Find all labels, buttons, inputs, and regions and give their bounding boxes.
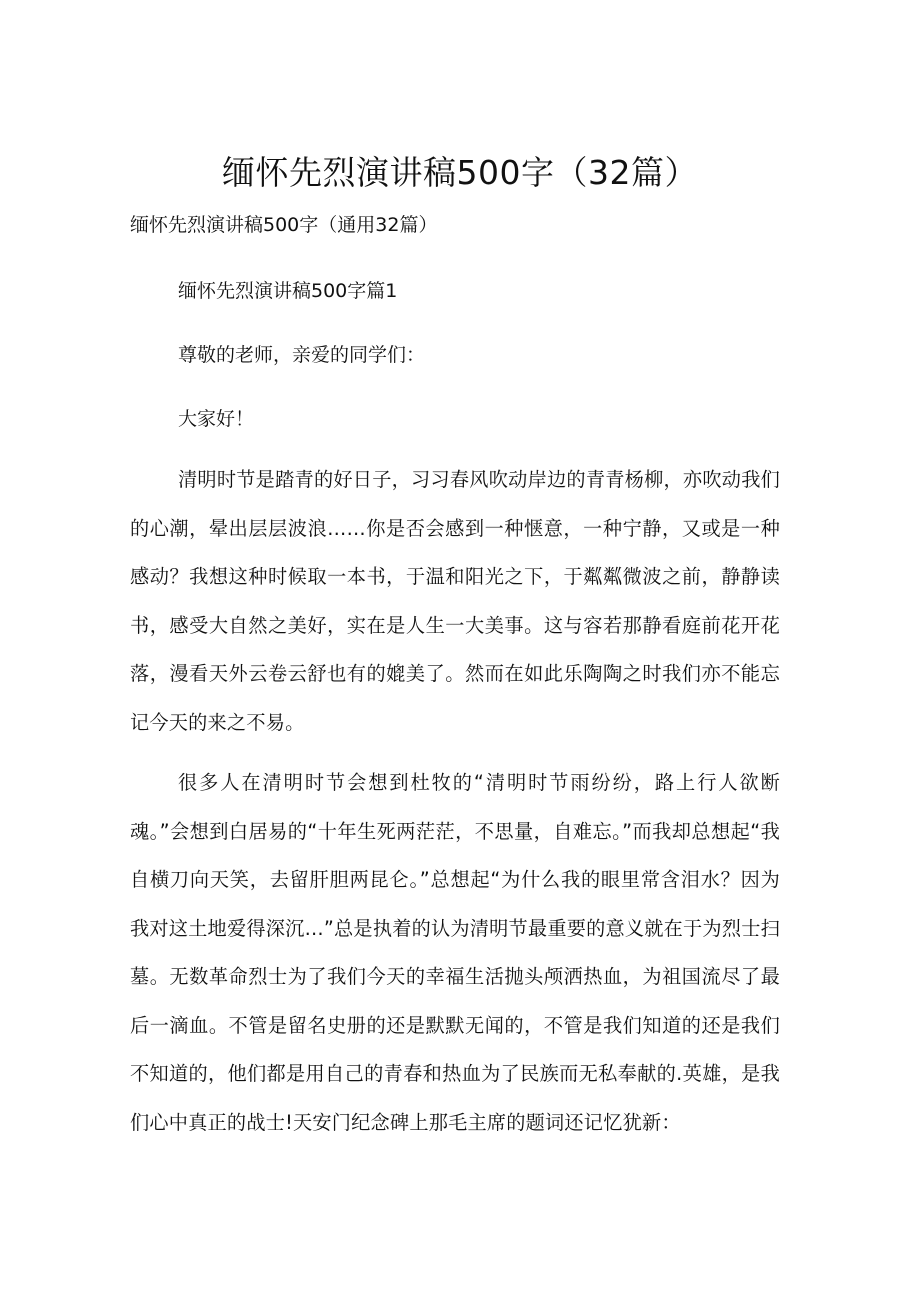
greeting-line: 大家好！ — [178, 408, 255, 430]
document-subtitle: 缅怀先烈演讲稿500字（通用32篇） — [130, 214, 438, 236]
salutation-line: 尊敬的老师，亲爱的同学们： — [178, 344, 426, 366]
body-paragraph-2: 很多人在清明时节会想到杜牧的“清明时节雨纷纷，路上行人欲断魂。”会想到白居易的“十年生死两茫茫，不思量，自难忘。”而我却总想起“我自横刀向天笑，去留肝胆两昆仑。”总想起“为什么我的眼里常含泪水？因为我对这土地爱得深沉…”总是执着的认为清明节最重要的意义就在于为烈士扫墓。无数革命烈士为了我们今天的幸福生活抛头颅洒热血，为祖国流尽了最后一滴血。不管是留名史册的还是默默无闻的，不管是我们知道的还是我们不知道的，他们都是用自己的青春和热血为了民族而无私奉献的.英雄，是我们心中真正的战士!天安门纪念碑上那毛主席的题词还记忆犹新： — [130, 771, 780, 1134]
body-paragraph-1: 清明时节是踏青的好日子，习习春风吹动岸边的青青杨柳，亦吹动我们的心潮，晕出层层波浪……你是否会感到一种惬意，一种宁静，又或是一种感动？我想这种时候取一本书，于温和阳光之下，于粼粼微波之前，静静读书，感受大自然之美好，实在是人生一大美事。这与容若那静看庭前花开花落，漫看天外云卷云舒也有的媲美了。然而在如此乐陶陶之时我们亦不能忘记今天的来之不易。 — [130, 468, 780, 734]
document-title: 缅怀先烈演讲稿500字（32篇） — [222, 153, 698, 192]
section-heading: 缅怀先烈演讲稿500字篇1 — [178, 280, 398, 302]
